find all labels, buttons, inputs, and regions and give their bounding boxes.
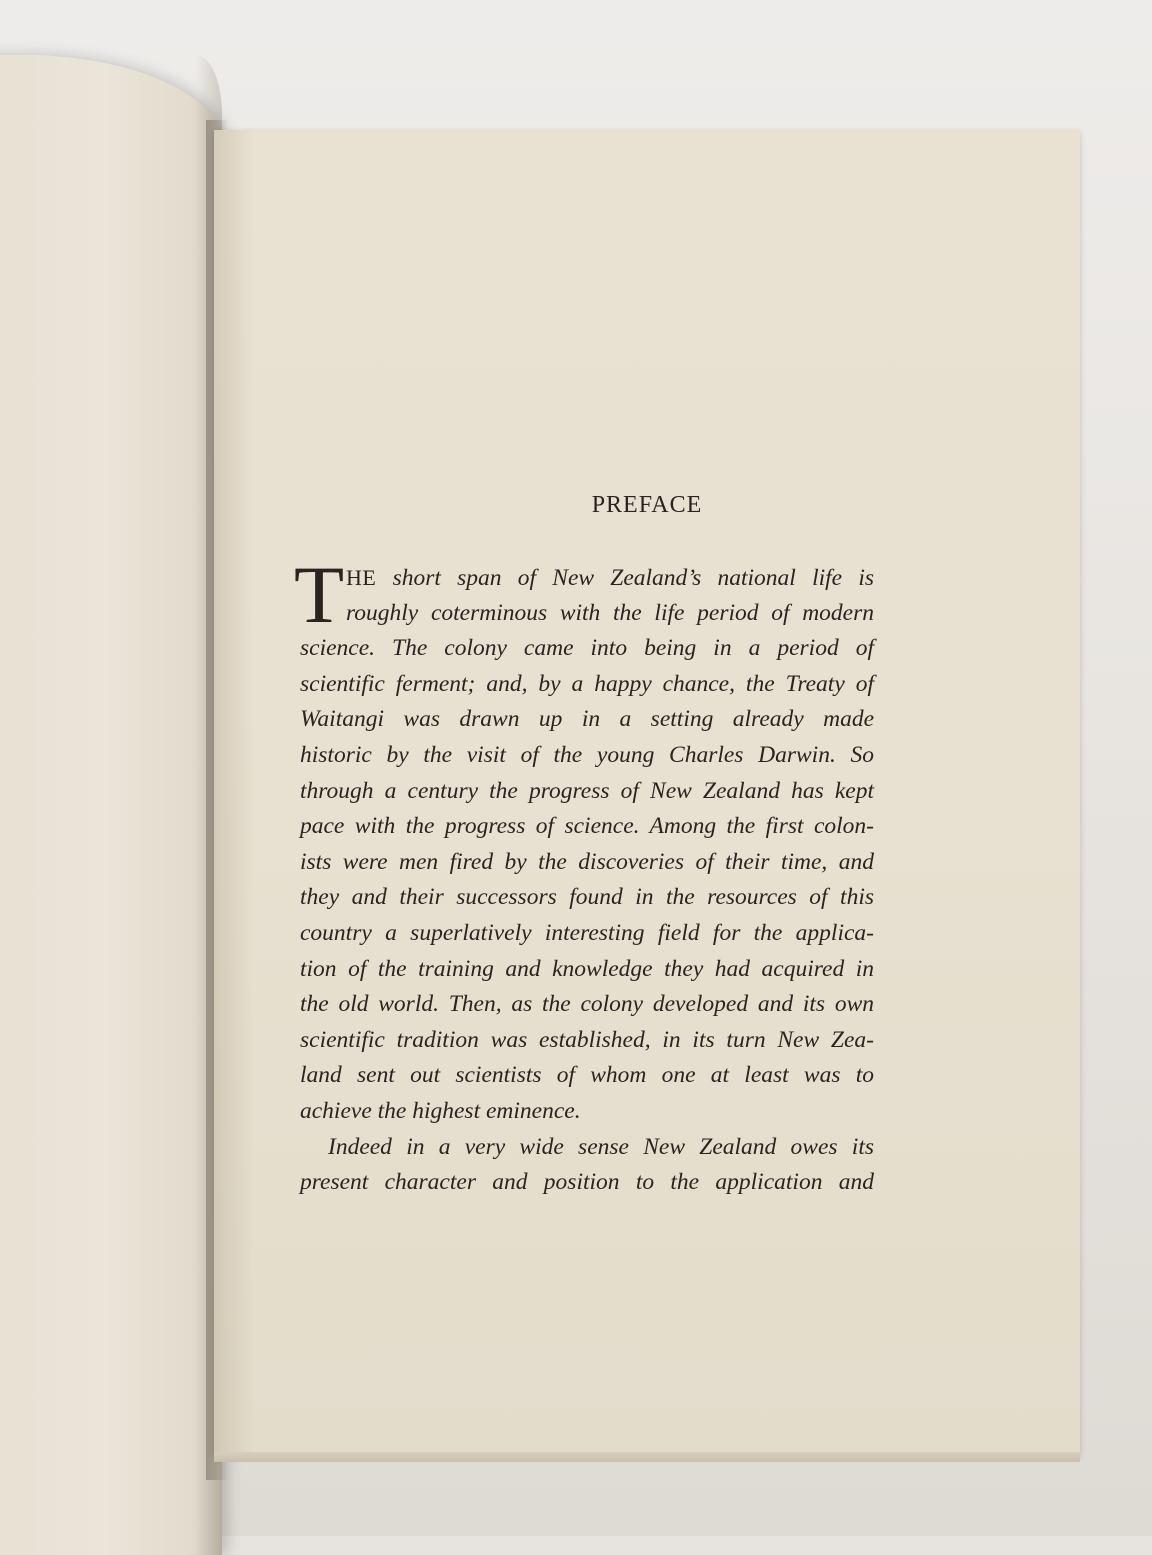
text-line-12: tion of the training and knowledge they had acquired in: [300, 955, 874, 982]
text-line-9: ists were men fired by the discoveries of their time, and: [300, 848, 874, 875]
drop-cap: T: [294, 549, 345, 640]
text-line-8: pace with the progress of science. Among the first colon-: [300, 813, 874, 840]
preface-text: [294, 549, 874, 1201]
text-line-18: present character and position to the application and: [300, 1169, 874, 1196]
text-line-1-rest: short span of New Zealand’s national life is: [376, 565, 874, 591]
page-heading: PREFACE: [591, 492, 703, 518]
text-line-16: achieve the highest eminence.: [300, 1097, 581, 1124]
text-line-5: Waitangi was drawn up in a setting already made: [300, 706, 874, 733]
paragraph-1: [294, 549, 874, 1130]
text-line-1: [300, 560, 874, 596]
text-line-13: the old world. Then, as the colony developed and its own: [300, 991, 874, 1018]
text-line-10: they and their successors found in the resources of this: [300, 884, 874, 911]
page-edge: [214, 1452, 1080, 1462]
right-page: [214, 130, 1080, 1455]
text-line-17: Indeed in a very wide sense New Zealand owes its: [328, 1133, 874, 1160]
text-line-15: land sent out scientists of whom one at least was to: [300, 1062, 874, 1089]
text-line-2: roughly coterminous with the life period of modern: [346, 599, 874, 626]
text-line-14: scientific tradition was established, in its turn New Zea-: [300, 1026, 874, 1053]
text-line-7: through a century the progress of New Zealand has kept: [300, 777, 874, 804]
text-line-3: science. The colony came into being in a period of: [300, 635, 874, 662]
text-line-4: scientific ferment; and, by a happy chance, the Treaty of: [300, 670, 874, 697]
first-word-rest: HE: [346, 565, 377, 590]
text-line-11: country a superlatively interesting field for the applica-: [300, 919, 874, 946]
paragraph-2: [300, 1130, 874, 1201]
left-facing-page: [0, 55, 222, 1555]
text-line-6: historic by the visit of the young Charles Darwin. So: [300, 741, 874, 768]
